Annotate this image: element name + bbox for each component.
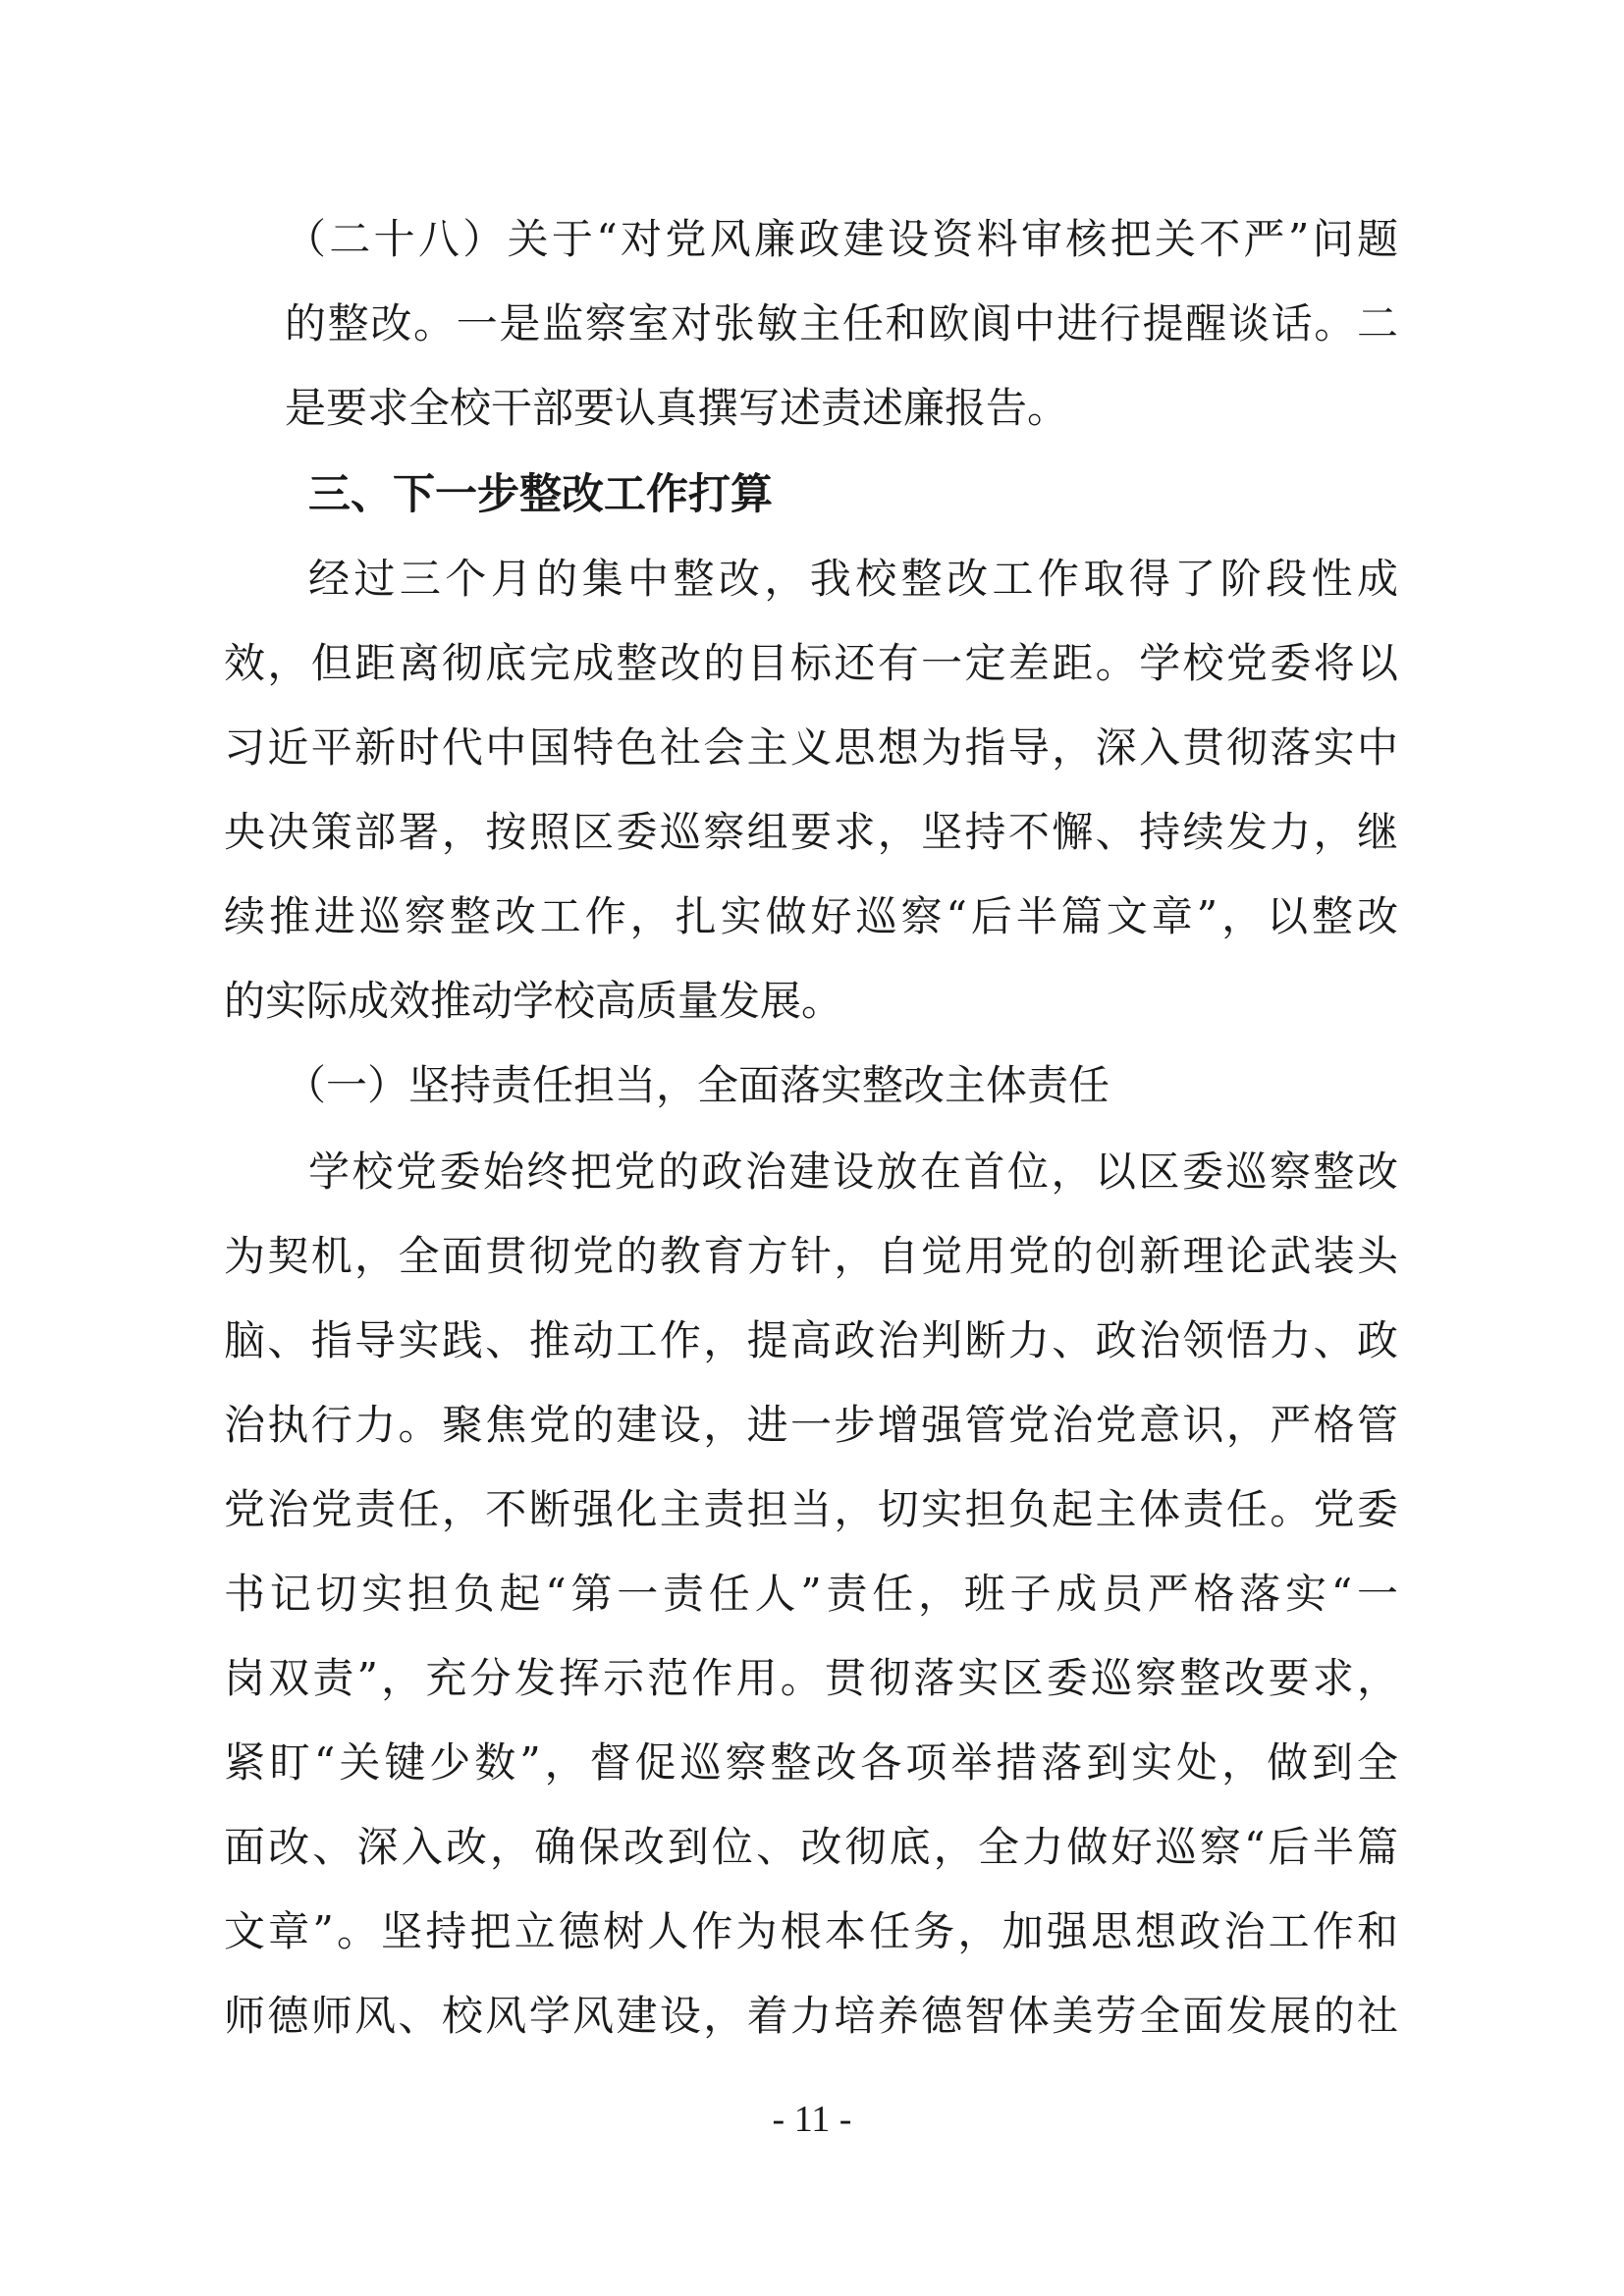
body-paragraph-line-11: 师德师风、校风学风建设，着力培养德智体美劳全面发展的社	[224, 1992, 1398, 2040]
intro-paragraph-line-3: 习近平新时代中国特色社会主义思想为指导，深入贯彻落实中	[224, 723, 1398, 772]
body-paragraph-line-6: 书记切实担负起“第一责任人”责任，班子成员严格落实“一	[224, 1570, 1398, 1618]
body-paragraph-line-4: 治执行力。聚焦党的建设，进一步增强管党治党意识，严格管	[224, 1401, 1398, 1449]
intro-paragraph-line-2: 效，但距离彻底完成整改的目标还有一定差距。学校党委将以	[224, 639, 1398, 687]
paragraph-28-line-3: 是要求全校干部要认真撰写述责述廉报告。	[285, 384, 1069, 432]
body-paragraph-line-10: 文章”。坚持把立德树人作为根本任务，加强思想政治工作和	[224, 1907, 1398, 1955]
intro-paragraph-line-5: 续推进巡察整改工作，扎实做好巡察“后半篇文章”，以整改	[224, 892, 1398, 940]
page-number: - 11 -	[772, 2099, 852, 2140]
intro-paragraph-line-1: 经过三个月的集中整改，我校整改工作取得了阶段性成	[308, 555, 1398, 603]
intro-paragraph-line-4: 央决策部署，按照区委巡察组要求，坚持不懈、持续发力，继	[224, 808, 1398, 856]
body-paragraph-line-5: 党治党责任，不断强化主责担当，切实担负起主体责任。党委	[224, 1485, 1398, 1533]
body-paragraph-line-8: 紧盯“关键少数”，督促巡察整改各项举措落到实处，做到全	[224, 1738, 1398, 1787]
body-paragraph-line-3: 脑、指导实践、推动工作，提高政治判断力、政治领悟力、政	[224, 1316, 1398, 1364]
paragraph-28-line-1: （二十八）关于“对党风廉政建设资料审核把关不严”问题	[285, 215, 1398, 263]
body-paragraph-line-9: 面改、深入改，确保改到位、改彻底，全力做好巡察“后半篇	[224, 1823, 1398, 1871]
paragraph-28-line-2: 的整改。一是监察室对张敏主任和欧阆中进行提醒谈话。二	[285, 299, 1398, 347]
body-paragraph-line-7: 岗双责”，充分发挥示范作用。贯彻落实区委巡察整改要求，	[224, 1654, 1398, 1702]
body-paragraph-line-2: 为契机，全面贯彻党的教育方针，自觉用党的创新理论武装头	[224, 1232, 1398, 1280]
section-heading-3: 三、下一步整改工作打算	[308, 470, 773, 519]
body-paragraph-line-1: 学校党委始终把党的政治建设放在首位，以区委巡察整改	[308, 1148, 1398, 1196]
subsection-heading-1: （一）坚持责任担当，全面落实整改主体责任	[285, 1061, 1110, 1109]
intro-paragraph-line-6: 的实际成效推动学校高质量发展。	[224, 977, 843, 1025]
